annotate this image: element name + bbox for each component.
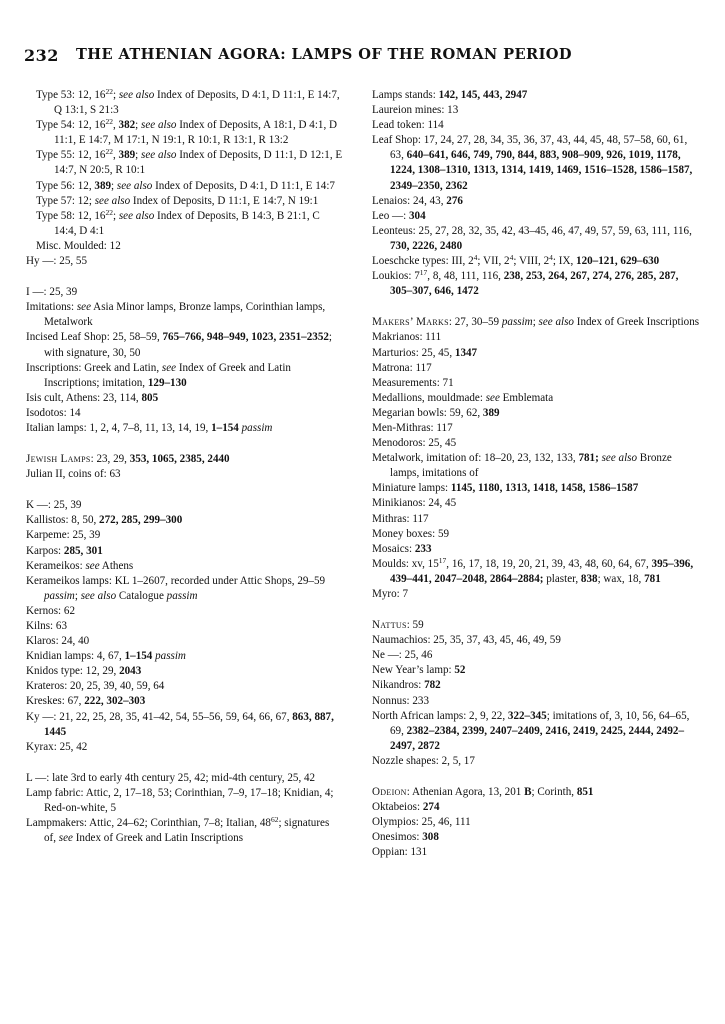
index-entry: North African lamps: 2, 9, 22, 322–345; imitations of, 3, 10, 56, 64–65, 69, 2382–2384, 2399, 2407–2409, 2416, 2419, 2425, 2444, 2492–2497, 2872 (372, 709, 690, 752)
index-entry: Kreskes: 67, 222, 302–303 (26, 695, 146, 708)
page-number: 232 (24, 46, 59, 65)
index-entry: Megarian bowls: 59, 62, 389 (372, 406, 500, 419)
index-entry: Kerameikos: see Athens (26, 559, 134, 572)
index-entry: Oktabeios: 274 (372, 801, 440, 814)
index-entry: Nozzle shapes: 2, 5, 17 (372, 754, 475, 767)
index-entry: Matrona: 117 (372, 361, 432, 374)
running-head: THE ATHENIAN AGORA: LAMPS OF THE ROMAN PERIOD (76, 46, 572, 63)
index-entry: Loeschcke types: III, $2^4$; VII, $2^4$; VIII, $2^4$; IX, 120–121, 629–630 (372, 253, 660, 268)
index-entry: Men-Mithras: 117 (372, 421, 453, 434)
index-entry: Type 56: 12, 389; see also Index of Deposits, D 4:1, D 11:1, E 14:7 (36, 179, 335, 192)
index-entry: Leaf Shop: 17, 24, 27, 28, 34, 35, 36, 37, 43, 44, 45, 48, 57–58, 60, 61, 63, 640–641, 646, 749, 790, 844, 883, 908–909, 926, 1019, 1178, 1224, 1308–1310, 1313, 1314, 1419, 1469, 1516–1528, 1586–1587, 2349–2350, 2362 (372, 134, 693, 192)
index-column-right (372, 88, 702, 861)
index-entry: Medallions, mouldmade: see Emblemata (372, 391, 554, 404)
index-entry: Knidian lamps: 4, 67, 1–154 passim (26, 650, 186, 663)
index-entry: Inscriptions: Greek and Latin, see Index of Greek and Latin Inscriptions; imitation, 129–130 (26, 361, 291, 389)
index-entry: Money boxes: 59 (372, 527, 450, 540)
index-entry: Nikandros: 782 (372, 679, 441, 692)
index-column-left (26, 88, 344, 846)
index-entry: Olympios: 25, 46, 111 (372, 816, 471, 829)
index-entry: Jewish Lamps: 23, 29, 353, 1065, 2385, 2440 (26, 453, 230, 466)
index-entry: Oppian: 131 (372, 846, 428, 859)
index-entry: Onesimos: 308 (372, 831, 439, 844)
index-entry: Krateros: 20, 25, 39, 40, 59, 64 (26, 680, 165, 693)
index-entry: Type 53: 12, $16^{22}$; see also Index of Deposits, D 4:1, D 11:1, E 14:7, Q 13:1, S 21:3 (36, 87, 340, 117)
index-entry: Imitations: see Asia Minor lamps, Bronze lamps, Corinthian lamps, Metalwork (26, 301, 326, 329)
index-entry: Kilns: 63 (26, 620, 67, 632)
index-entry: I —: 25, 39 (26, 286, 78, 299)
index-entry: Naumachios: 25, 35, 37, 43, 45, 46, 49, 59 (372, 634, 561, 647)
index-entry: Incised Leaf Shop: 25, 58–59, 765–766, 948–949, 1023, 2351–2352; with signature, 30, 50 (26, 331, 332, 359)
index-entry: Leo —: 304 (372, 209, 426, 222)
index-entry: New Year’s lamp: 52 (372, 664, 466, 677)
index-entry: Misc. Moulded: 12 (36, 239, 121, 252)
index-entry: Kallistos: 8, 50, 272, 285, 299–300 (26, 514, 183, 527)
index-entry: Nonnus: 233 (372, 694, 430, 707)
index-entry: Ky —: 21, 22, 25, 28, 35, 41–42, 54, 55–56, 59, 64, 66, 67, 863, 887, 1445 (26, 710, 334, 738)
index-entry: Karpeme: 25, 39 (26, 529, 101, 542)
index-entry: Lamp fabric: Attic, 2, 17–18, 53; Corinthian, 7–9, 17–18; Knidian, 4; Red-on-white, 5 (26, 786, 334, 815)
index-entry: Leonteus: 25, 27, 28, 32, 35, 42, 43–45, 46, 47, 49, 57, 59, 63, 111, 116, 730, 2226, 2480 (372, 224, 692, 252)
index-entry: K —: 25, 39 (26, 499, 82, 512)
index-entry: Karpos: 285, 301 (26, 544, 103, 557)
index-entry: Nattus: 59 (372, 619, 424, 632)
index-entry: Lead token: 114 (372, 119, 444, 132)
index-entry: Lenaios: 24, 43, 276 (372, 194, 463, 207)
index-entry: Isodotos: 14 (26, 406, 81, 419)
index-entry: Klaros: 24, 40 (26, 635, 90, 648)
index-entry: Type 55: 12, $16^{22}$, 389; see also Index of Deposits, D 11:1, D 12:1, E 14:7, N 20:5, R 10:1 (36, 147, 343, 177)
index-entry: Marturios: 25, 45, 1347 (372, 346, 478, 359)
index-entry: Laureion mines: 13 (372, 104, 459, 117)
index-entry: Miniature lamps: 1145, 1180, 1313, 1418, 1458, 1586–1587 (372, 482, 639, 495)
index-entry: Type 58: 12, $16^{22}$; see also Index of Deposits, B 14:3, B 21:1, C 14:4, D 4:1 (36, 207, 320, 237)
index-entry: Kerameikos lamps: KL 1–2607, recorded under Attic Shops, 29–59 passim; see also Catalogue passim (26, 574, 326, 602)
index-entry: Metalwork, imitation of: 18–20, 23, 132, 133, 781; see also Bronze lamps, imitations of (372, 452, 672, 480)
index-entry: Menodoros: 25, 45 (372, 437, 457, 450)
index-entry: Kernos: 62 (26, 604, 75, 617)
index-entry: Myro: 7 (372, 588, 409, 600)
index-entry: Odeion: Athenian Agora, 13, 201 B; Corinth, 851 (372, 786, 594, 799)
index-entry: L —: late 3rd to early 4th century 25, 42; mid-4th century, 25, 42 (26, 771, 316, 784)
index-entry: Loukios: $7^{17}$, 8, 48, 111, 116, 238, 253, 264, 267, 274, 276, 285, 287, 305–307, 646, 1472 (372, 268, 679, 298)
index-entry: Julian II, coins of: 63 (26, 468, 121, 481)
index-entry: Type 57: 12; see also Index of Deposits, D 11:1, E 14:7, N 19:1 (36, 194, 319, 207)
index-entry: Minikianos: 24, 45 (372, 497, 457, 510)
index-entry: Isis cult, Athens: 23, 114, 805 (26, 391, 159, 404)
index-entry: Lampmakers: Attic, 24–62; Corinthian, 7–8; Italian, $48^{62}$; signatures of, see Index of Greek and Latin Inscriptions (26, 815, 330, 845)
index-entry: Italian lamps: 1, 2, 4, 7–8, 11, 13, 14, 19, 1–154 passim (26, 421, 273, 434)
index-entry: Mosaics: 233 (372, 542, 432, 555)
index-entry: Hy —: 25, 55 (26, 255, 88, 268)
index-entry: Moulds: xv, $15^{17}$, 16, 17, 18, 19, 20, 21, 39, 43, 48, 60, 64, 67, 395–396, 439–441, 2047–2048, 2864–2884; plaster, 838; wax, 18, 781 (372, 555, 694, 585)
index-entry: Mithras: 117 (372, 512, 429, 525)
index-entry: Type 54: 12, $16^{22}$, 382; see also Index of Deposits, A 18:1, D 4:1, D 11:1, E 14:7, M 17:1, N 19:1, R 10:1, R 13:1, R 13:2 (36, 117, 338, 147)
index-entry: Measurements: 71 (372, 376, 454, 389)
index-entry: Makrianos: 111 (372, 331, 442, 344)
index-entry: Knidos type: 12, 29, 2043 (26, 665, 142, 678)
index-entry: Kyrax: 25, 42 (26, 740, 88, 753)
index-entry: Ne —: 25, 46 (372, 649, 433, 662)
index-entry: Makers’ Marks: 27, 30–59 passim; see also Index of Greek Inscriptions (372, 316, 700, 329)
index-entry: Lamps stands: 142, 145, 443, 2947 (372, 89, 528, 101)
